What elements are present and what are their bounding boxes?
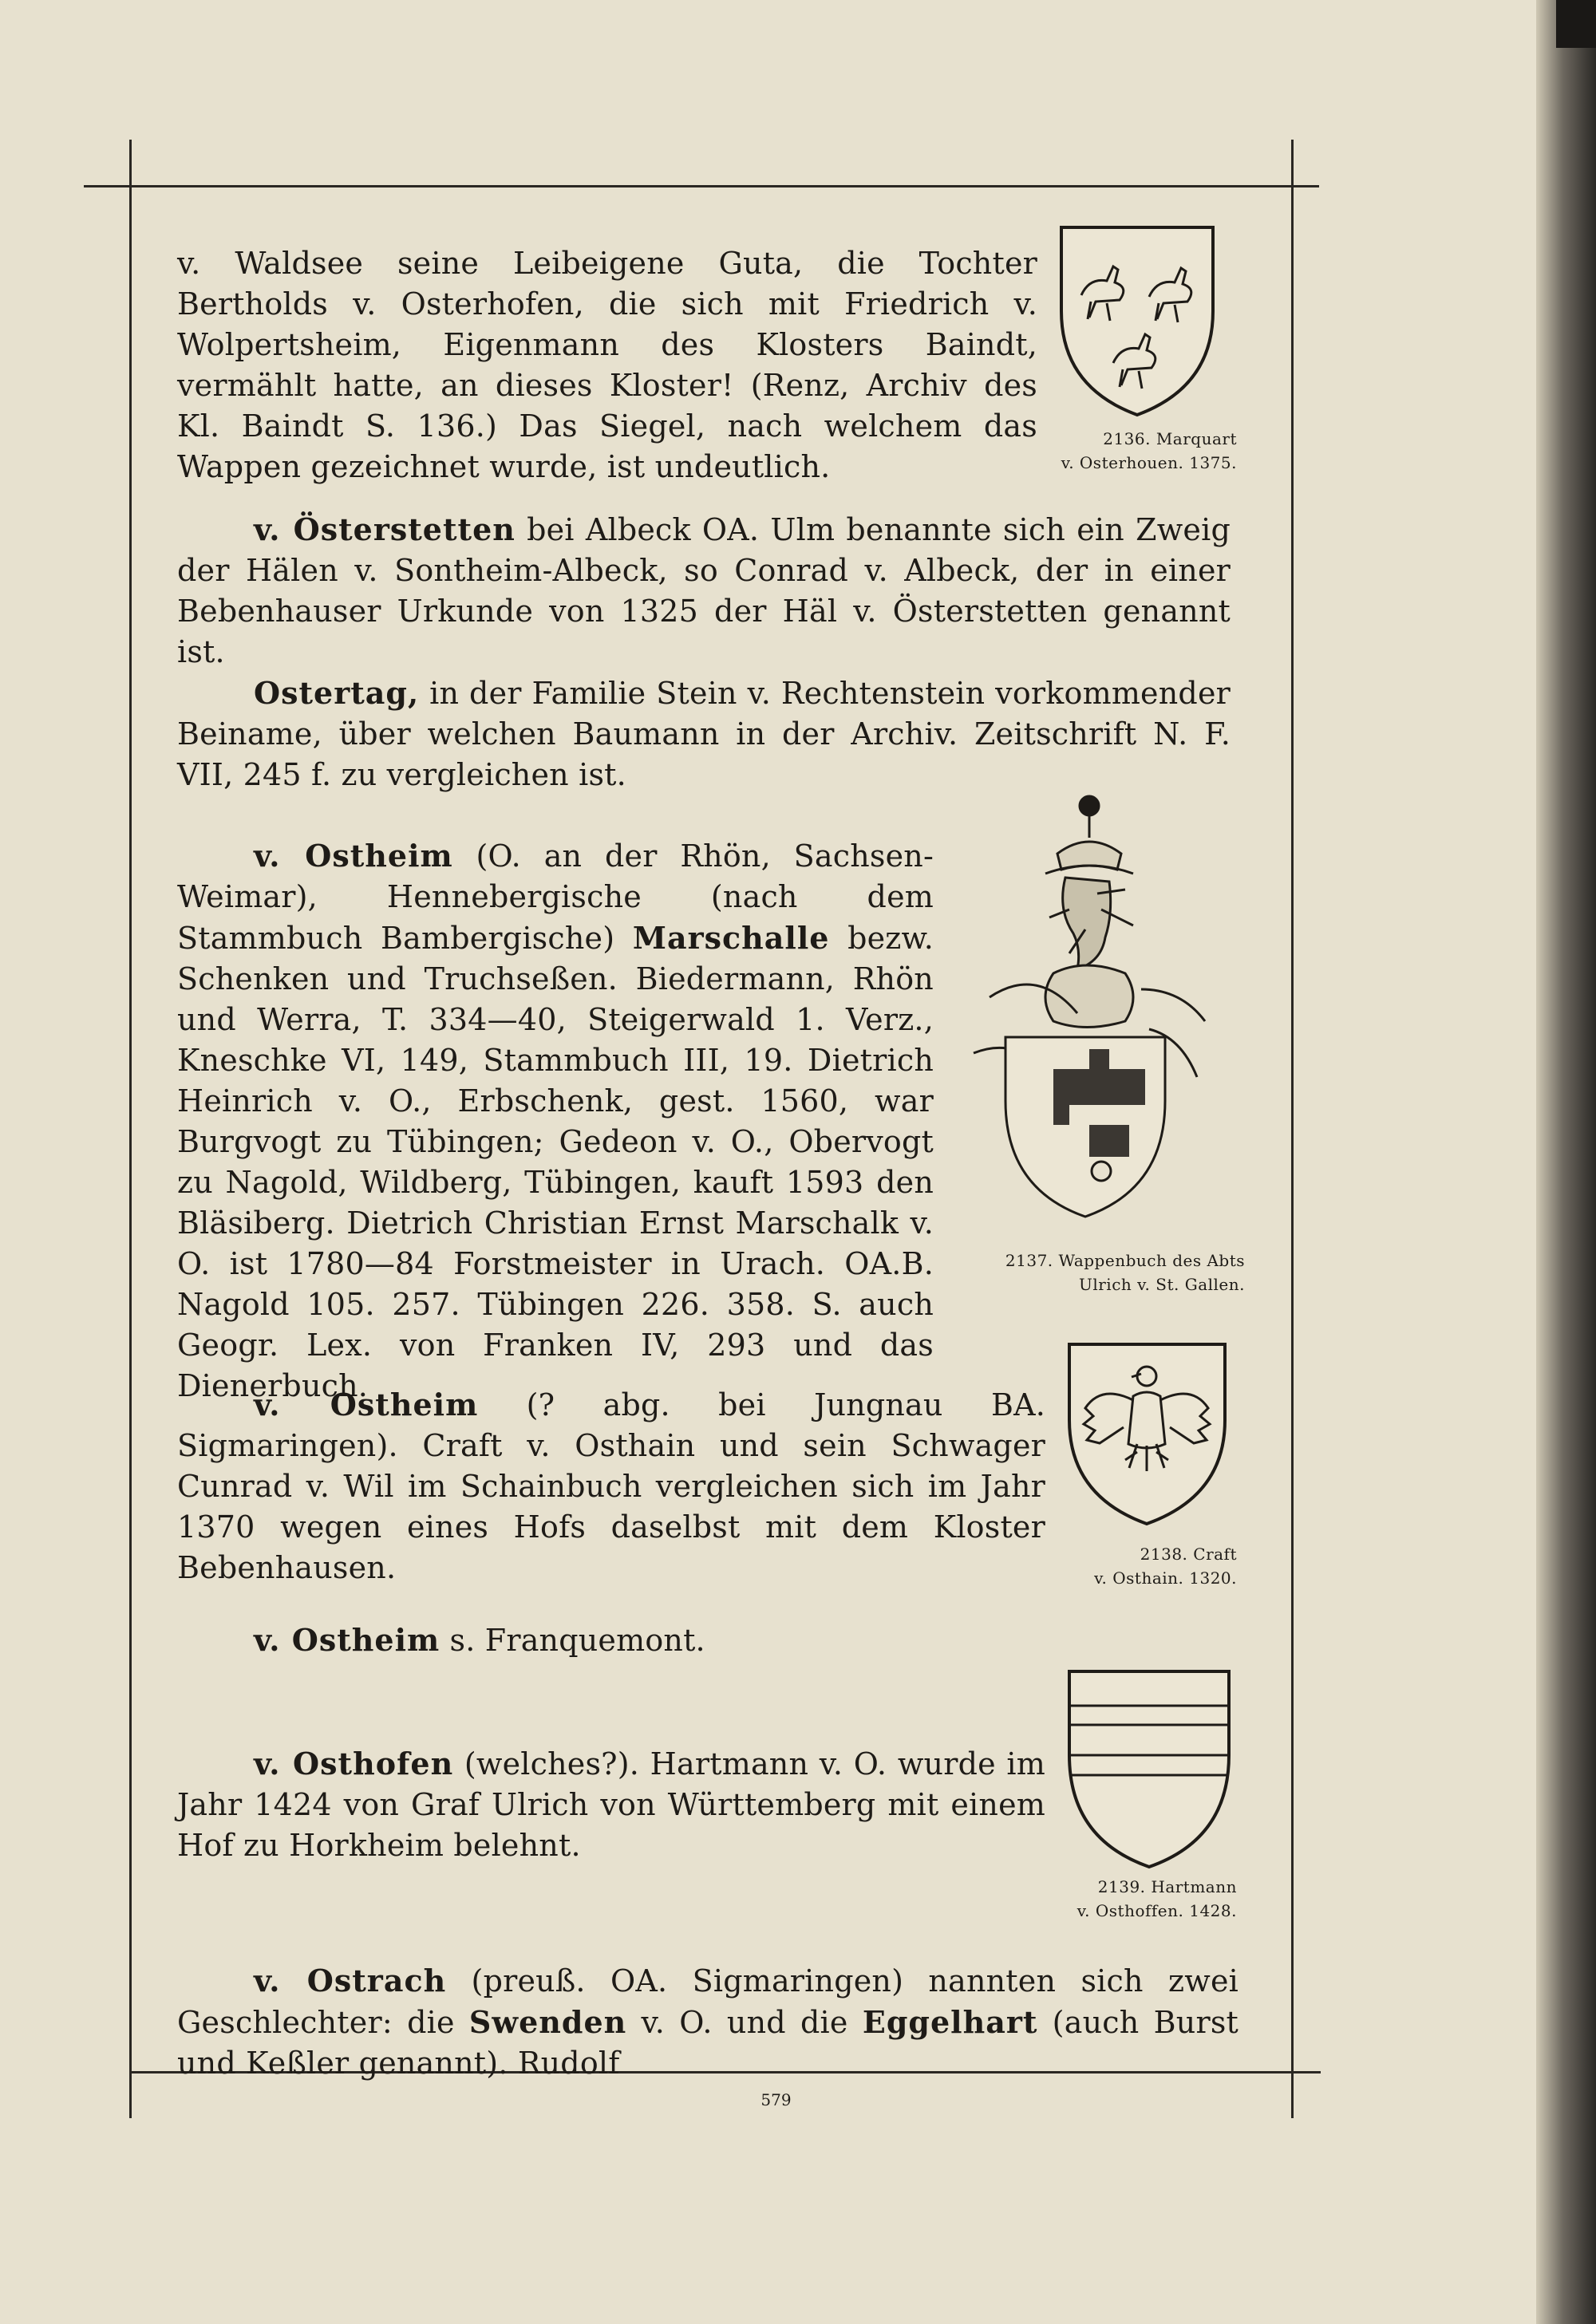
entry-ostertag <box>177 673 1231 795</box>
entry-ostheim-rhoen-bold: Marschalle <box>632 920 830 956</box>
entry-ostheim-jungnau-head: v. Ostheim <box>254 1387 479 1422</box>
entry-ostheim-jungnau <box>177 1384 1045 1588</box>
entry-ostrach-bold1: Swenden <box>468 2004 627 2040</box>
entry-oesterstetten-head: v. Österstetten <box>254 511 516 547</box>
coat-of-arms-2136 <box>1057 223 1217 419</box>
entry-ostheim-jungnau-body: (? abg. bei Jungnau BA. Sigmaringen). Craft v. Osthain und sein Schwager Cunrad v. Wil im Schainbuch vergleichen sich im Jahr 1370 wegen eines Hofs daselbst mit dem Kloster Bebenhausen. <box>177 1387 1045 1585</box>
entry-osthofen-head: v. Osthofen <box>254 1746 454 1781</box>
caption-2138-line2: v. Osthain. 1320. <box>1094 1568 1237 1588</box>
entry-ostrach-body2: v. O. und die <box>626 2005 863 2040</box>
entry-oesterstetten <box>177 509 1231 673</box>
entry-ostheim-franquemont-head: v. Ostheim <box>254 1622 440 1658</box>
entry-ostrach-body3: (auch Burst und Keßler genannt). Rudolf <box>177 2005 1238 2081</box>
entry-osthofen-body: (welches?). Hartmann v. O. wurde im Jahr 1424 von Graf Ulrich von Württemberg mit einem Hof zu Horkheim belehnt. <box>177 1746 1046 1863</box>
right-rule <box>1291 140 1294 2118</box>
entry-ostertag-body: in der Familie Stein v. Rechtenstein vorkommender Beiname, über welchen Baumann in der Archiv. Zeitschrift N. F. VII, 245 f. zu vergleichen ist. <box>177 676 1231 792</box>
caption-2138-line1: 2138. Craft <box>1140 1545 1237 1564</box>
entry-ostheim-franquemont <box>177 1620 895 1661</box>
entry-oesterstetten-body: bei Albeck OA. Ulm benannte sich ein Zweig der Hälen v. Sontheim-Albeck, so Conrad v. Albeck, der in einer Bebenhauser Urkunde von 1325 der Häl v. Österstetten genannt ist. <box>177 512 1231 669</box>
entry-ostheim-franquemont-body: s. Franquemont. <box>440 1623 705 1658</box>
entry-ostheim-rhoen-body2: bezw. Schenken und Truchseßen. Biedermann, Rhön und Werra, T. 334—40, Steigerwald 1. Verz., Kneschke VI, 149, Stammbuch III, 19. Dietrich Heinrich v. O., Erbschenk, gest. 1560, war Burgvogt zu Tübingen; Gedeon v. O., Obervogt zu Nagold, Wildberg, Tübingen, kauft 1593 den Bläsiberg. Dietrich Christian Ernst Marschalk v. O. ist 1780—84 Forstmeister in Urach. OA.B. Nagold 105. 257. Tübingen 226. 358. S. auch Geogr. Lex. von Franken IV, 293 und das Dienerbuch. <box>177 921 934 1403</box>
entry-ostertag-head: Ostertag, <box>254 675 420 711</box>
caption-2139-line1: 2139. Hartmann <box>1097 1877 1237 1896</box>
caption-2136-line2: v. Osterhouen. 1375. <box>1061 453 1237 472</box>
top-rule <box>84 185 1319 187</box>
caption-2138 <box>982 1542 1237 1590</box>
caption-2139 <box>982 1875 1237 1923</box>
entry-ostrach-bold2: Eggelhart <box>862 2004 1038 2040</box>
book-spine-top <box>1556 0 1596 48</box>
coat-of-arms-2137 <box>958 790 1229 1229</box>
entry-ostrach <box>177 1960 1238 2084</box>
entry-osthofen <box>177 1743 1045 1866</box>
caption-2137-line2: Ulrich v. St. Gallen. <box>1078 1275 1245 1294</box>
caption-2136 <box>982 427 1237 475</box>
entry-ostheim-rhoen <box>177 835 934 1407</box>
page-number: 579 <box>760 2090 792 2109</box>
caption-2137-line1: 2137. Wappenbuch des Abts <box>1005 1251 1245 1270</box>
left-rule <box>129 140 132 2118</box>
coat-of-arms-2138 <box>1065 1340 1229 1528</box>
caption-2137 <box>910 1249 1245 1296</box>
intro-paragraph <box>177 243 1037 487</box>
entry-ostheim-rhoen-body1: (O. an der Rhön, Sachsen-Weimar), Hennebergische (nach dem Stammbuch Bambergische) <box>177 838 934 956</box>
caption-2139-line2: v. Osthoffen. 1428. <box>1077 1901 1237 1920</box>
entry-ostheim-rhoen-head: v. Ostheim <box>254 838 453 874</box>
caption-2136-line1: 2136. Marquart <box>1103 429 1237 448</box>
entry-ostrach-head: v. Ostrach <box>254 1963 447 1998</box>
entry-ostrach-body1: (preuß. OA. Sigmaringen) nannten sich zwei Geschlechter: die <box>177 1963 1238 2040</box>
book-spine-shadow <box>1536 0 1596 2324</box>
intro-text: v. Waldsee seine Leibeigene Guta, die Tochter Bertholds v. Osterhofen, die sich mit Friedrich v. Wolpertsheim, Eigenmann des Klosters Baindt, vermählt hatte, an dieses Kloster! (Renz, Archiv des Kl. Baindt S. 136.) Das Siegel, nach welchem das Wappen gezeichnet wurde, ist undeutlich. <box>177 246 1037 484</box>
coat-of-arms-2139 <box>1065 1667 1233 1871</box>
